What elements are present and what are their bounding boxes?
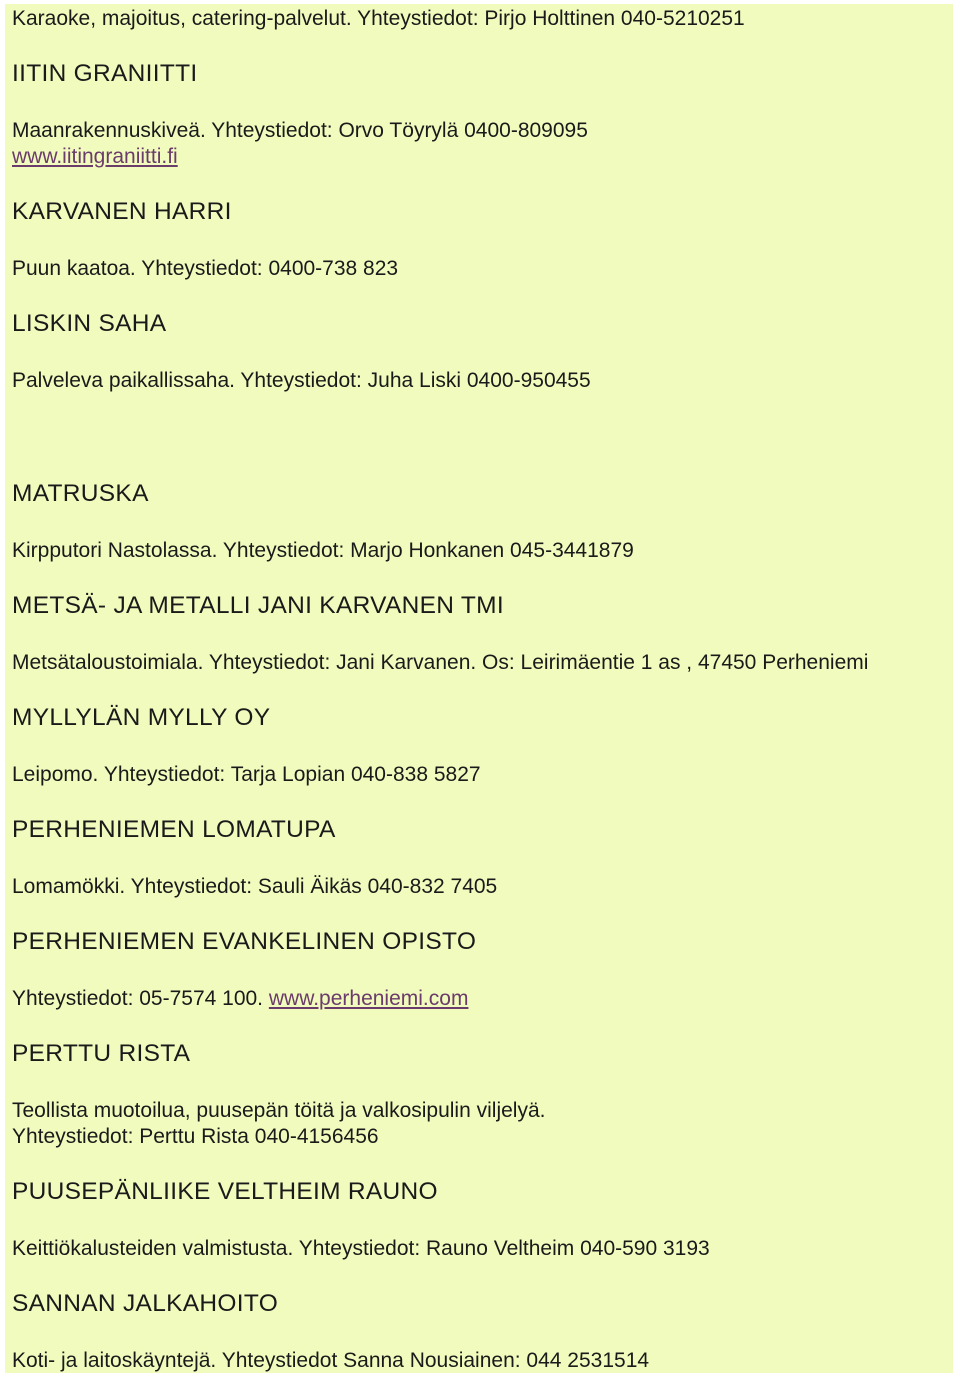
entry-heading: PERTTU RISTA [12,1040,191,1067]
intro-text: Karaoke, majoitus, catering-palvelut. Yhteystiedot: Pirjo Holttinen 040-5210251 [12,7,745,30]
entry-heading: KARVANEN HARRI [12,198,232,225]
entry-description: Teollista muotoilua, puusepän töitä ja valkosipulin viljelyä. [12,1099,546,1122]
entry-description: Metsätaloustoimiala. Yhteystiedot: Jani Karvanen. Os: Leirimäentie 1 as , 47450 Perheniemi [12,651,869,674]
entry-description: Puun kaatoa. Yhteystiedot: 0400-738 823 [12,257,399,280]
entry-heading: METSÄ- JA METALLI JANI KARVANEN TMI [12,592,504,619]
entry-website-line [12,146,178,167]
entry-description: Maanrakennuskiveä. Yhteystiedot: Orvo Töyrylä 0400-809095 [12,119,588,142]
entry-description: Leipomo. Yhteystiedot: Tarja Lopian 040-838 5827 [12,763,481,786]
entry-heading: MYLLYLÄN MYLLY OY [12,704,271,731]
entry-heading: PERHENIEMEN LOMATUPA [12,816,336,843]
entry-heading: IITIN GRANIITTI [12,60,198,87]
website-link[interactable]: www.perheniemi.com [268,987,469,1010]
entry-heading: PUUSEPÄNLIIKE VELTHEIM RAUNO [12,1178,438,1205]
entry-contact: Yhteystiedot: Perttu Rista 040-4156456 [12,1125,379,1148]
entry-description: Koti- ja laitoskäyntejä. Yhteystiedot Sanna Nousiainen: 044 2531514 [12,1349,650,1372]
entry-heading: MATRUSKA [12,480,149,507]
entry-heading: SANNAN JALKAHOITO [12,1290,279,1317]
entry-heading: PERHENIEMEN EVANKELINEN OPISTO [12,928,477,955]
entry-description: Lomamökki. Yhteystiedot: Sauli Äikäs 040-832 7405 [12,875,498,898]
entry-heading: LISKIN SAHA [12,310,167,337]
document-page [5,4,953,1373]
website-link[interactable]: www.iitingraniitti.fi [12,145,178,168]
entry-description: Kirpputori Nastolassa. Yhteystiedot: Marjo Honkanen 045-3441879 [12,539,634,562]
entry-description: Keittiökalusteiden valmistusta. Yhteystiedot: Rauno Veltheim 040-590 3193 [12,1237,710,1260]
entry-description: Palveleva paikallissaha. Yhteystiedot: Juha Liski 0400-950455 [12,369,591,392]
entry-description-line [12,988,468,1009]
entry-description: Yhteystiedot: 05-7574 100. [12,987,264,1010]
